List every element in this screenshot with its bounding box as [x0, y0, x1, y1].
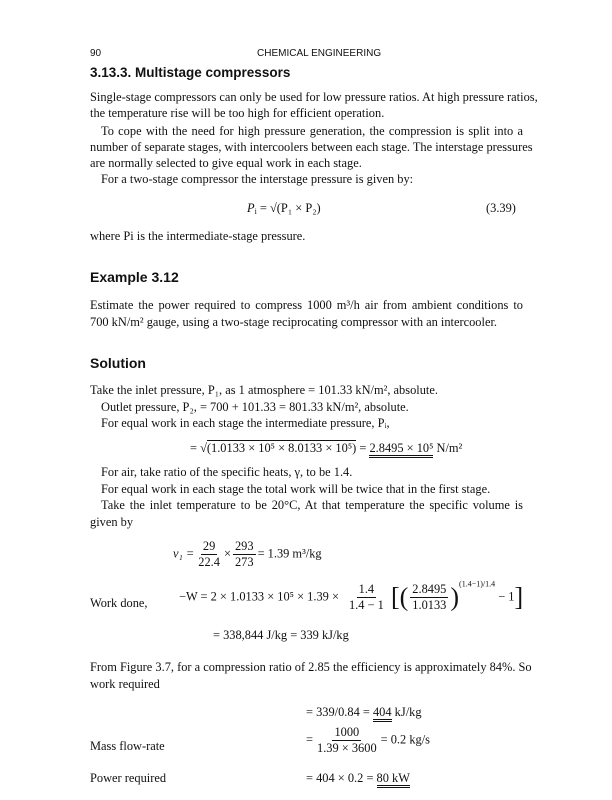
frac-num: 293	[234, 539, 254, 553]
intermediate-pressure-equation: = √(1.0133 × 10⁵ × 8.0133 × 10⁵) = 2.8495 × 10⁵ N/m²	[190, 441, 462, 456]
power-label: Power required	[90, 771, 167, 785]
eq-rhs: = √(P₁ × P₂)	[259, 201, 321, 215]
solution-line: For equal work in each stage the intermediate pressure, Pᵢ,	[101, 416, 390, 430]
frac-den: 1.4 − 1	[348, 598, 384, 612]
solution-heading: Solution	[90, 355, 146, 371]
v1-lhs: v₁ =	[173, 546, 195, 561]
power-equation	[306, 771, 410, 786]
times: ×	[223, 546, 231, 561]
section-heading: 3.13.3. Multistage compressors	[90, 65, 291, 80]
work-req-expr: = 339/0.84 =	[306, 705, 373, 719]
paragraph-line: To cope with the need for high pressure generation, the compression is split into a	[101, 124, 523, 138]
work-equation: −W = 2 × 1.0133 × 10⁵ × 1.39 × $\frac{1.4}{1.4 - 1}$ [( $\frac{2.8495}{1.0133}$ )$^{(1.4-1)/1.4}$ − 1]	[179, 579, 524, 612]
solution-line: given by	[90, 515, 134, 529]
solution-line: Take the inlet pressure, P₁, as 1 atmosphere = 101.33 kN/m², absolute.	[90, 383, 438, 397]
equals: =	[306, 732, 313, 747]
equation-number: (3.39)	[486, 201, 516, 215]
eq-lhs-sub: i	[254, 207, 257, 216]
example-line: 700 kN/m² gauge, using a two-stage reciprocating compressor with an intercooler.	[90, 315, 497, 329]
paragraph-line: For a two-stage compressor the interstage pressure is given by:	[101, 172, 414, 186]
frac-num: 29	[202, 539, 216, 553]
solution-line: For equal work in each stage the total work will be twice that in the first stage.	[101, 482, 491, 496]
v1-rhs: = 1.39 m³/kg	[257, 546, 322, 561]
frac-num: 1000	[334, 725, 360, 739]
paragraph-line: are normally selected to give equal work in each stage.	[90, 156, 362, 170]
frac-den: 273	[234, 555, 254, 569]
where-line: where Pi is the intermediate-stage pressure.	[90, 229, 306, 243]
frac-den: 22.4	[198, 555, 220, 569]
frac-den: 1.0133	[412, 598, 447, 612]
example-line: Estimate the power required to compress 1000 m³/h air from ambient conditions to	[90, 298, 523, 312]
solution-line: For air, take ratio of the specific heats, γ, to be 1.4.	[101, 465, 353, 479]
work-required-equation	[306, 705, 422, 720]
paragraph-line: the temperature rise will be too high for efficient operation.	[90, 106, 385, 120]
mass-flow-rhs: = 0.2 kg/s	[380, 732, 430, 747]
frac-den: 1.39 × 3600	[317, 741, 377, 755]
minus-one: − 1	[498, 589, 515, 604]
work-req-unit: kJ/kg	[391, 705, 422, 719]
equation-3-39	[247, 201, 321, 216]
pi-result: 2.8495 × 10⁵	[369, 441, 433, 458]
running-title: CHEMICAL ENGINEERING	[257, 48, 382, 59]
mass-flow-label: Mass flow-rate	[90, 739, 165, 753]
frac-num: 1.4	[358, 582, 375, 596]
example-heading: Example 3.12	[90, 269, 179, 285]
sqrt-body: (1.0133 × 10⁵ × 8.0133 × 10⁵)	[206, 441, 357, 455]
work-lhs: −W = 2 × 1.0133 × 10⁵ × 1.39 ×	[179, 589, 339, 604]
solution-line: From Figure 3.7, for a compression ratio of 2.85 the efficiency is approximately 84%. So	[90, 660, 532, 674]
work-req-value: 404	[373, 705, 392, 722]
power-value: 80 kW	[377, 771, 410, 788]
work-done-label: Work done,	[90, 596, 148, 610]
mass-flow-equation	[306, 725, 430, 756]
specific-volume-equation	[173, 539, 322, 570]
pi-unit: N/m²	[433, 441, 463, 455]
solution-line: Outlet pressure, P₂, = 700 + 101.33 = 801.33 kN/m², absolute.	[101, 400, 409, 414]
solution-line: work required	[90, 677, 160, 691]
exponent: (1.4−1)/1.4	[459, 579, 496, 589]
eq-lhs: P	[247, 201, 255, 215]
paragraph-line: number of separate stages, with intercoolers between each stage. The interstage pressures	[90, 140, 533, 154]
work-result: = 338,844 J/kg = 339 kJ/kg	[213, 628, 349, 642]
solution-line: Take the inlet temperature to be 20°C, At that temperature the specific volume is	[101, 498, 523, 512]
page-number: 90	[90, 48, 102, 59]
frac-num: 2.8495	[412, 582, 447, 596]
power-expr: = 404 × 0.2 =	[306, 771, 377, 785]
equals: =	[356, 441, 370, 455]
paragraph-line: Single-stage compressors can only be used for low pressure ratios. At high pressure ratios,	[90, 90, 538, 104]
